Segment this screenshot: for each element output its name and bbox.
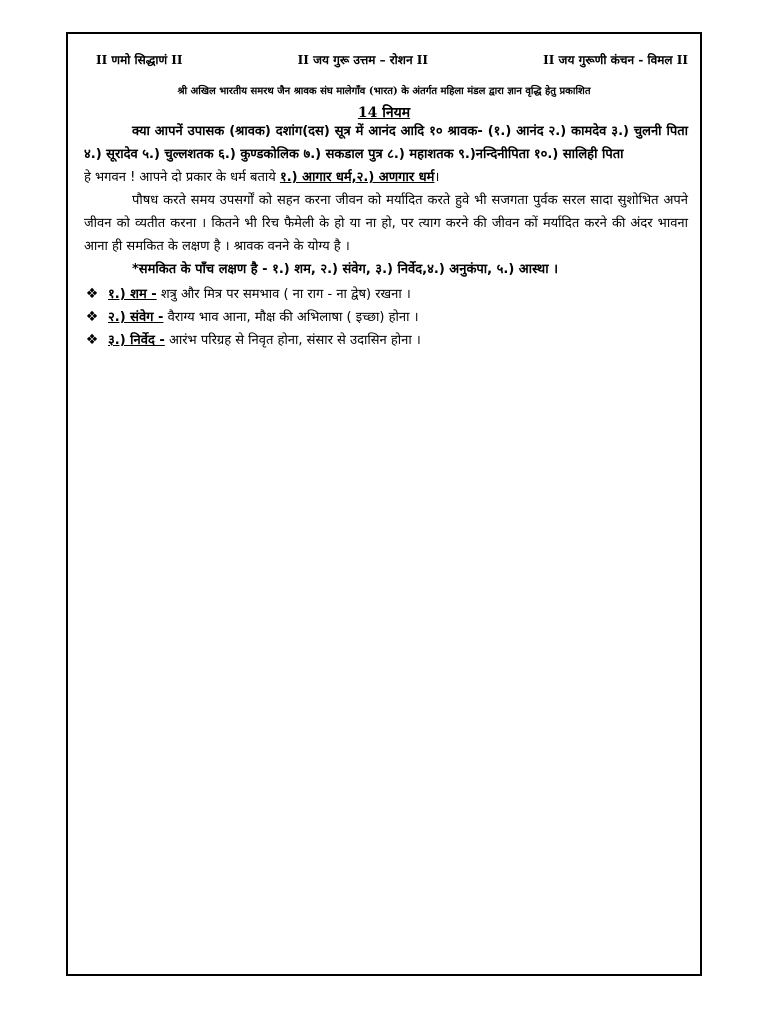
angar-dharma: २.) अणगार धर्म bbox=[356, 170, 435, 185]
diamond-bullet-icon: ❖ bbox=[85, 309, 99, 325]
bullet-text: वैराग्य भाव आना, मौक्ष की अभिलाषा ( इच्छा) होना । bbox=[167, 310, 419, 325]
list-item bbox=[84, 329, 688, 352]
bullet-label: ३.) निर्वेद - bbox=[108, 333, 165, 348]
paragraph-dharma: हे भगवन ! आपने दो प्रकार के धर्म बताये १.) आगार धर्म,२.) अणगार धर्म। bbox=[84, 170, 440, 185]
diamond-bullet-icon: ❖ bbox=[85, 286, 99, 302]
list-item bbox=[84, 306, 688, 329]
samkit-lakshan-heading: *समकित के पाँच लक्षण है - १.) शम, २.) संवेग, ३.) निर्वेद,४.) अनुकंपा, ५.) आस्था । bbox=[132, 262, 559, 277]
page-title: 14 नियम bbox=[357, 105, 411, 121]
header-row bbox=[96, 48, 688, 70]
header-guruni: II जय गुरूणी कंचन - विमल II bbox=[543, 52, 688, 67]
header-guru: II जय गुरू उत्तम – रोशन II bbox=[297, 52, 429, 67]
diamond-bullet-icon: ❖ bbox=[85, 332, 99, 348]
document-body bbox=[84, 120, 688, 352]
dharma-intro: हे भगवन ! आपने दो प्रकार के धर्म बताये bbox=[84, 170, 276, 185]
header-namokar: II णमो सिद्धाणं II bbox=[96, 52, 183, 67]
bullet-text: शत्रु और मित्र पर समभाव ( ना राग - ना द्वेष) रखना । bbox=[160, 287, 411, 302]
bullet-text: आरंभ परिग्रह से निवृत होना, संसार से उदासिन होना । bbox=[168, 333, 421, 348]
paragraph-paushadh: पौषध करते समय उपसर्गों को सहन करना जीवन को मर्यादित करते हुवे भी सजगता पुर्वक सरल सादा सुशोभित अपने जीवन को व्यतीत करना । कितने भी रिच फैमेली के हो या ना हो, पर त्याग करने की जीवन कों मर्यादित करने की अंदर भावना आना ही समकित के लक्षण है । श्रावक वनने के योग्य है । bbox=[84, 193, 688, 254]
publisher-line: श्री अखिल भारतीय समरथ जैन श्रावक संघ मालेगाँव (भारत) के अंतर्गत महिला मंडल द्वारा ज्ञान वृद्धि हेतु प्रकाशित bbox=[177, 86, 591, 97]
agar-dharma: १.) आगार धर्म, bbox=[279, 170, 357, 185]
bullet-label: १.) शम - bbox=[108, 287, 157, 302]
shravak-list: क्या आपनें उपासक (श्रावक) दशांग(दस) सूत्र में आनंद आदि १० श्रावक- (१.) आनंद २.) कामदेव ३.) चुलनी पिता ४.) सूरादेव ५.) चुल्लशतक ६.) कुण्डकोलिक ७.) सकडाल पुत्र ८.) महाशतक ९.)नन्दिनीपिता १०.) सालिही पिता bbox=[84, 124, 688, 162]
bullet-label: २.) संवेग - bbox=[108, 310, 164, 325]
lakshan-list bbox=[84, 283, 688, 352]
list-item bbox=[84, 283, 688, 306]
paragraph-shravak bbox=[84, 120, 688, 166]
